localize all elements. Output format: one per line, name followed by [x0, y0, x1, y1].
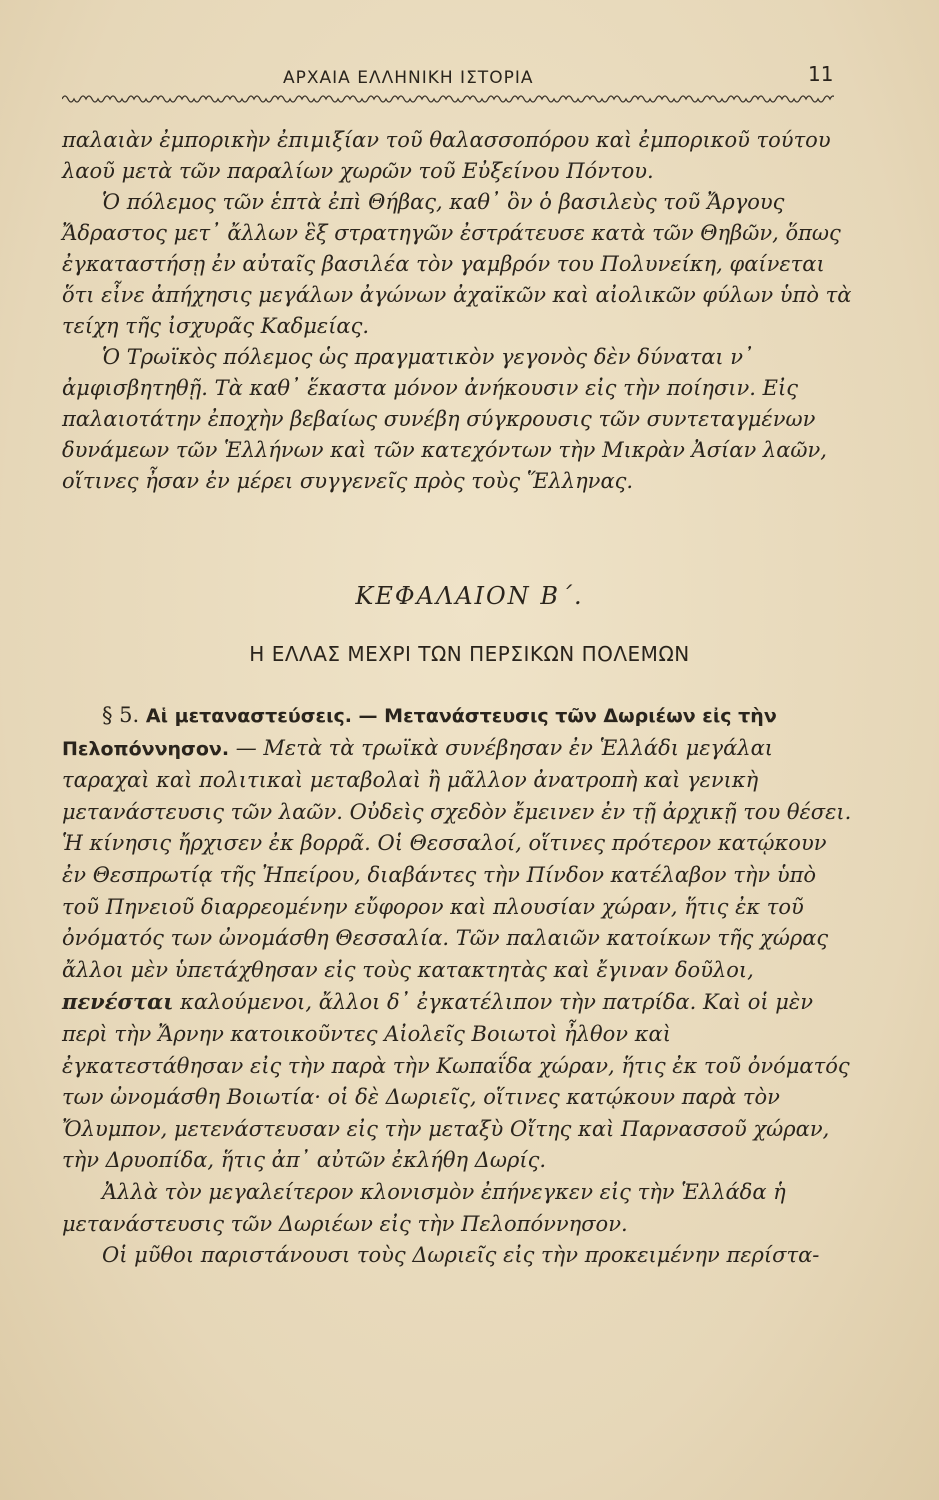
intro-text — [62, 125, 852, 497]
section-text: καλούμενοι, ἄλλοι δ᾽ ἐγκατέλιπον τὴν πατρίδα. Καὶ οἱ μὲν περὶ τὴν Ἄρνην κατοικοῦντες Αἰολεῖς Βοιωτοὶ ἦλθον καὶ ἐγκατεστάθησαν εἰς τὴν παρὰ τὴν Κωπαΐδα χώραν, ἥτις ἐκ τοῦ ὀνόματός των ὠνομάσθη Βοιωτία· οἱ δὲ Δωριεῖς, οἵτινες κατῴκουν παρὰ τὸν Ὄλυμπον, μετενάστευσαν εἰς τὴν μεταξὺ Οἴτης καὶ Παρνασσοῦ χώραν, τὴν Δρυοπίδα, ἥτις ἀπ᾽ αὐτῶν ἐκλήθη Δωρίς. — [62, 990, 850, 1173]
section-paragraph — [62, 700, 852, 1177]
bold-term: πενέσται — [62, 989, 174, 1015]
section-number: § 5. — [102, 703, 140, 727]
page-number: 11 — [808, 62, 834, 86]
section-paragraph: Ἀλλὰ τὸν μεγαλείτερον κλονισμὸν ἐπήνεγκεν εἰς τὴν Ἑλλάδα ἡ μετανάστευσις τῶν Δωριέων εἰς τὴν Πελοπόννησον. — [62, 1179, 786, 1236]
chapter-subtitle: Η ΕΛΛΑΣ ΜΕΧΡΙ ΤΩΝ ΠΕΡΣΙΚΩΝ ΠΟΛΕΜΩΝ — [249, 642, 690, 666]
section-5 — [62, 700, 852, 1272]
section-heading: Αἱ μεταναστεύσεις. — Μετανάστευσις τῶν Δωριέων εἰς τὴν Πελοπόννησον. — [62, 705, 777, 760]
section-text: — Μετὰ τὰ τρωϊκὰ συνέβησαν ἐν Ἑλλάδι μεγάλαι ταραχαὶ καὶ πολιτικαὶ μεταβολαὶ ἢ μᾶλλον ἀνατροπὴ καὶ γενικὴ μετανάστευσις τῶν λαῶν. Οὐδεὶς σχεδὸν ἔμεινεν ἐν τῇ ἀρχικῇ του θέσει. Ἡ κίνησις ἤρχισεν ἐκ βορρᾶ. Οἱ Θεσσαλοί, οἵτινες πρότερον κατῴκουν ἐν Θεσπρωτίᾳ τῆς Ἠπείρου, διαβάντες τὴν Πίνδον κατέλαβον τὴν ὑπὸ τοῦ Πηνειοῦ διαρρεομένην εὔφορον καὶ πλουσίαν χώραν, ἥτις ἐκ τοῦ ὀνόματός των ὠνομάσθη Θεσσαλία. Τῶν παλαιῶν κατοίκων τῆς χώρας ἄλλοι μὲν ὑπετάχθησαν εἰς τοὺς κατακτητὰς καὶ ἔγιναν δοῦλοι, — [62, 735, 852, 982]
paragraph: Ὁ πόλεμος τῶν ἑπτὰ ἐπὶ Θήβας, καθ᾽ ὃν ὁ βασιλεὺς τοῦ Ἄργους Ἄδραστος μετ᾽ ἄλλων ἓξ στρατηγῶν ἐστράτευσε κατὰ τῶν Θηβῶν, ὅπως ἐγκαταστήσῃ ἐν αὐταῖς βασιλέα τὸν γαμβρόν του Πολυνείκη, φαίνεται ὅτι εἶνε ἀπήχησις μεγάλων ἀγώνων ἀχαϊκῶν καὶ αἰολικῶν φύλων ὑπὸ τὰ τείχη τῆς ἰσχυρᾶς Καδμείας. — [62, 190, 852, 338]
chapter-title: ΚΕΦΑΛΑΙΟΝ Β΄. — [355, 582, 584, 610]
paragraph: Ὁ Τρωϊκὸς πόλεμος ὡς πραγματικὸν γεγονὸς δὲν δύναται ν᾽ ἀμφισβητηθῇ. Τὰ καθ᾽ ἕκαστα μόνον ἀνήκουσιν εἰς τὴν ποίησιν. Εἰς παλαιοτάτην ἐποχὴν βεβαίως συνέβη σύγκρουσις τῶν συντεταγμένων δυνάμεων τῶν Ἑλλήνων καὶ τῶν κατεχόντων τὴν Μικρὰν Ἀσίαν λαῶν, οἵτινες ἦσαν ἐν μέρει συγγενεῖς πρὸς τοὺς Ἕλληνας. — [62, 345, 827, 493]
running-title: ΑΡΧΑΙΑ ΕΛΛΗΝΙΚΗ ΙΣΤΟΡΙΑ — [283, 68, 534, 88]
paragraph: παλαιὰν ἐμπορικὴν ἐπιμιξίαν τοῦ θαλασσοπόρου καὶ ἐμπορικοῦ τούτου λαοῦ μετὰ τῶν παραλίων χωρῶν τοῦ Εὐξείνου Πόντου. — [62, 128, 831, 183]
section-paragraph: Οἱ μῦθοι παριστάνουσι τοὺς Δωριεῖς εἰς τὴν προκειμένην περίστα- — [102, 1243, 820, 1268]
decorative-wave-rule — [62, 90, 834, 108]
